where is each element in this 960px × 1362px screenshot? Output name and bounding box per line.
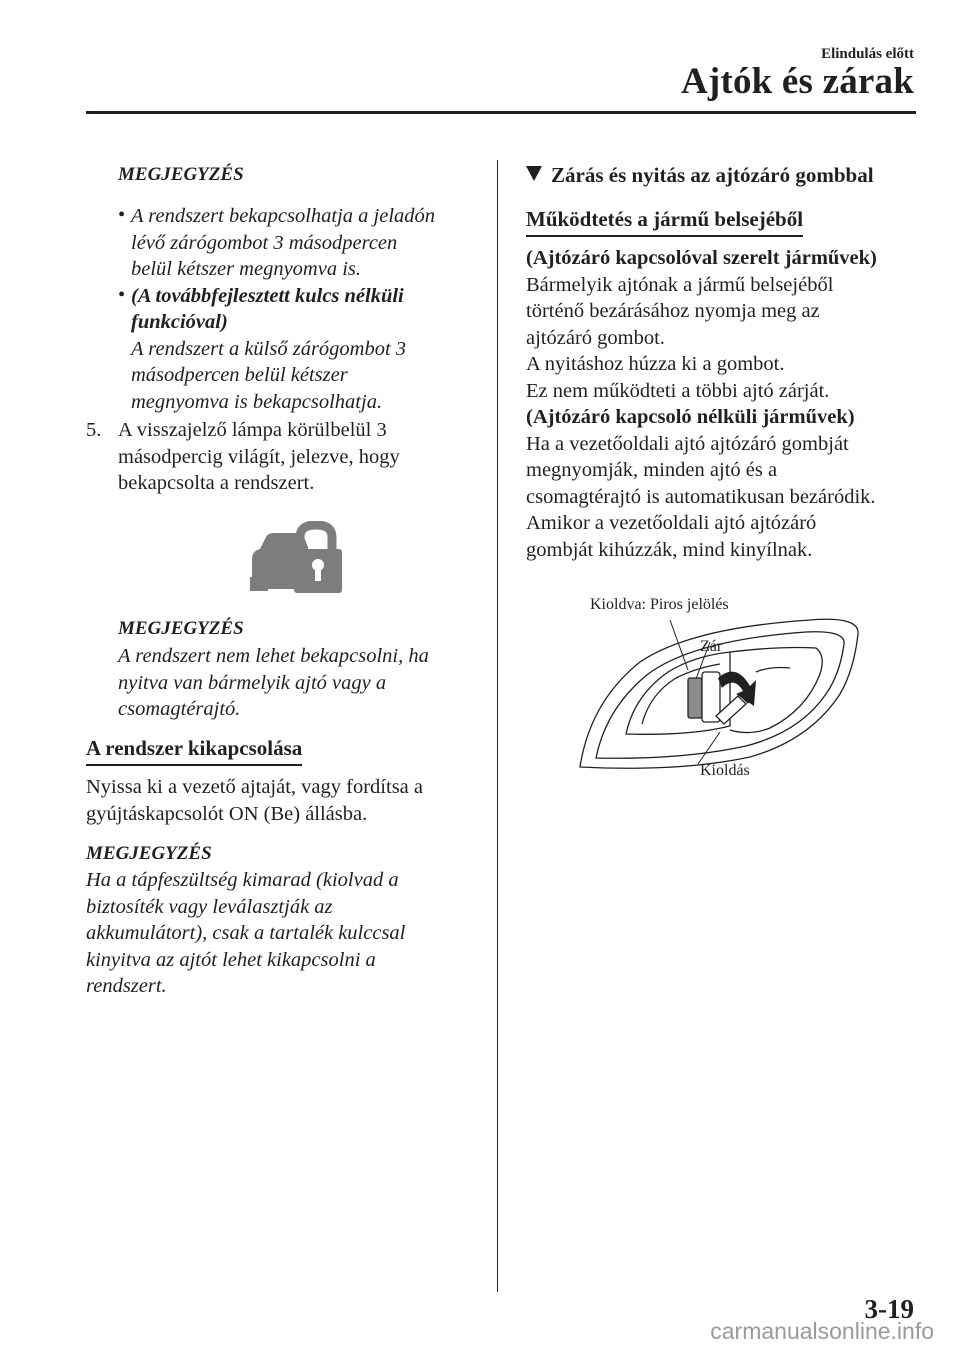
note-heading: MEGJEGYZÉS	[86, 843, 212, 864]
text-line: A nyitáshoz húzza ki a gombot.	[526, 353, 785, 375]
text-line: csomagtérajtó.	[118, 698, 241, 720]
note-heading: MEGJEGYZÉS	[118, 164, 244, 185]
text-line: megnyomva is bekapcsolhatja.	[131, 390, 383, 413]
text-line: nyitva van bármelyik ajtó vagy a	[118, 671, 387, 694]
text-line: csomagtérajtó is automatikusan bezáródik.	[526, 485, 876, 508]
subsection-title: Működtetés a jármű belsejéből	[526, 207, 803, 237]
topic-heading-text: Zárás és nyitás az ajtózáró gombbal	[551, 163, 874, 187]
header-divider	[86, 111, 916, 114]
page-title: Ajtók és zárak	[681, 61, 914, 102]
text-line: másodpercig világít, jelezve, hogy	[118, 445, 400, 468]
text-line: Nyissa ki a vezető ajtaját, vagy fordítsa a	[86, 776, 423, 798]
text-line: ajtózáró gombot.	[526, 326, 665, 349]
text-line: belül kétszer megnyomva is.	[131, 258, 361, 280]
text-line: bekapcsolta a rendszert.	[118, 472, 315, 494]
text-line: megnyomják, minden ajtó és a	[526, 459, 778, 481]
text-line: Amikor a vezetőoldali ajtó ajtózáró	[526, 512, 817, 534]
text-line: A visszajelző lámpa körülbelül 3	[118, 419, 387, 441]
text-line: másodpercen belül kétszer	[131, 364, 348, 386]
step-number: 5.	[86, 419, 102, 441]
para-1	[526, 245, 926, 563]
watermark: carmanualsonline.info	[710, 1318, 934, 1344]
door-handle-figure	[570, 612, 870, 782]
text-line: A rendszert bekapcsolhatja a jeladón	[131, 205, 436, 227]
text-line: lévő zárógombot 3 másodpercen	[131, 231, 398, 254]
note-bullet: • A rendszert bekapcsolhatja a jeladón lévő zárógombot 3 másodpercen belül kétszer megnyomva is.	[131, 203, 491, 283]
text-line: történő bezárásához nyomja meg az	[526, 300, 820, 322]
text-line: (A továbbfejlesztett kulcs nélküli	[131, 284, 404, 307]
note-text	[86, 867, 486, 1000]
step-text	[118, 417, 488, 497]
text-line: rendszert.	[86, 975, 167, 997]
text-line: biztosíték vagy leválasztják az	[86, 895, 333, 918]
note-heading: MEGJEGYZÉS	[118, 618, 244, 639]
text-line: kinyitva az ajtót lehet kikapcsolni a	[86, 948, 376, 971]
text-line: Ha a tápfeszültség kimarad (kiolvad a	[86, 869, 399, 891]
chapter-name: Elindulás előtt	[821, 46, 914, 62]
section-text	[86, 774, 486, 827]
lock-knob-marker	[688, 678, 702, 718]
text-line: Ha a vezetőoldali ajtó ajtózáró gombját	[526, 432, 849, 455]
note-bullet: • (A továbbfejlesztett kulcs nélküli funkcióval) A rendszert a külső zárógombot 3 másodpercen belül kétszer megnyomva is bekapcsolhatja.	[131, 283, 491, 416]
text-line: Ez nem működteti a többi ajtó zárját.	[526, 379, 830, 402]
text-line: A rendszert a külső zárógombot 3	[131, 337, 407, 360]
note-text	[118, 643, 488, 723]
car-lock-indicator-icon	[244, 521, 344, 595]
note-bullet-list	[118, 203, 491, 415]
column-divider	[497, 160, 498, 1292]
text-line: A rendszert nem lehet bekapcsolni, ha	[118, 645, 429, 667]
para-title: (Ajtózáró kapcsolóval szerelt járművek)	[526, 247, 877, 269]
figure-label-unlocked: Kioldva: Piros jelölés	[590, 596, 729, 613]
figure-label-unlock: Kioldás	[700, 762, 750, 779]
para-title: (Ajtózáró kapcsoló nélküli járművek)	[526, 406, 855, 428]
text-line: funkcióval)	[131, 311, 228, 333]
text-line: akkumulátort), csak a tartalék kulccsal	[86, 922, 406, 944]
page-number: 3-19	[864, 1294, 914, 1324]
triangle-marker-icon	[526, 166, 542, 181]
section-title: A rendszer kikapcsolása	[86, 736, 302, 766]
text-line: gyújtáskapcsolót ON (Be) állásba.	[86, 802, 368, 825]
text-line: Bármelyik ajtónak a jármű belsejéből	[526, 273, 834, 296]
text-line: gombját kihúzzák, mind kinyílnak.	[526, 538, 813, 561]
topic-heading	[526, 163, 874, 188]
figure-label-lock: Zár	[700, 638, 723, 655]
